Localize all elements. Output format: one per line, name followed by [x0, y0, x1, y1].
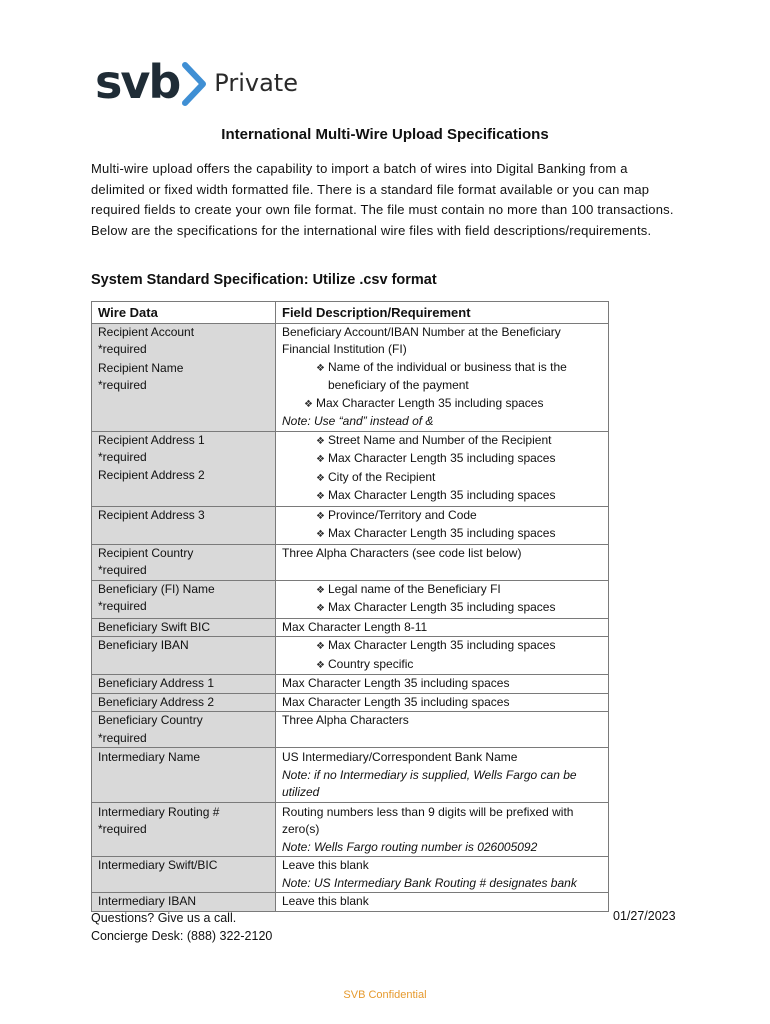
list-item: ❖ Max Character Length 35 including spaces — [282, 525, 602, 544]
diamond-bullet-icon: ❖ — [316, 435, 325, 447]
logo-suffix: Private — [214, 69, 298, 97]
description-cell: Three Alpha Characters (see code list below) — [276, 544, 609, 580]
description-cell: Leave this blank Note: US Intermediary Bank Routing # designates bank — [276, 857, 609, 893]
diamond-bullet-icon: ❖ — [316, 529, 325, 540]
diamond-bullet-icon: ❖ — [316, 659, 325, 671]
table-row — [92, 857, 609, 893]
wire-data-cell: Intermediary IBAN — [92, 893, 276, 912]
wire-data-cell: Intermediary Routing # *required — [92, 802, 276, 857]
column-header-wire-data: Wire Data — [92, 302, 276, 324]
document-title: International Multi-Wire Upload Specifications — [221, 126, 549, 143]
wire-data-cell: Recipient Address 3 — [92, 506, 276, 544]
table-row — [92, 693, 609, 712]
table-row — [92, 544, 609, 580]
description-cell: Max Character Length 8-11 — [276, 618, 609, 637]
diamond-bullet-icon: ❖ — [316, 603, 325, 614]
confidential-label: SVB Confidential — [343, 989, 427, 1001]
list-item: ❖ Max Character Length 35 including spaces — [282, 487, 602, 506]
table-row — [92, 802, 609, 857]
wire-data-cell: Beneficiary Address 2 — [92, 693, 276, 712]
diamond-bullet-icon: ❖ — [316, 510, 325, 522]
diamond-bullet-icon: ❖ — [304, 398, 313, 410]
description-cell: Three Alpha Characters — [276, 712, 609, 748]
table-row — [92, 580, 609, 618]
table-row — [92, 748, 609, 803]
note-text: Note: Use “and” instead of & — [282, 414, 434, 428]
logo-wordmark: svb — [95, 55, 180, 109]
questions-text: Questions? Give us a call. — [91, 911, 237, 925]
list-item: ❖ Country specific — [282, 656, 602, 675]
description-cell — [276, 637, 609, 675]
table-row — [92, 506, 609, 544]
description-cell: Max Character Length 35 including spaces — [276, 675, 609, 694]
description-cell: Beneficiary Account/IBAN Number at the Beneficiary Financial Institution (FI) ❖ Name of the individual or business that is the beneficiary of the payment ❖ Max Character Length 35 including spaces Note: Use “and” instead of & — [276, 323, 609, 431]
description-cell: Leave this blank — [276, 893, 609, 912]
list-item: ❖ Max Character Length 35 including spaces — [282, 450, 602, 469]
list-item: ❖ Legal name of the Beneficiary FI — [282, 581, 602, 600]
svb-private-logo — [95, 52, 298, 112]
description-cell — [276, 431, 609, 506]
description-cell: Max Character Length 35 including spaces — [276, 693, 609, 712]
table-header-row — [92, 302, 609, 324]
diamond-bullet-icon: ❖ — [316, 472, 325, 484]
column-header-field-description: Field Description/Requirement — [276, 302, 609, 324]
note-text: Note: US Intermediary Bank Routing # designates bank — [282, 875, 577, 890]
wire-data-cell: Beneficiary Country *required — [92, 712, 276, 748]
wire-data-cell: Beneficiary (FI) Name *required — [92, 580, 276, 618]
description-cell — [276, 506, 609, 544]
diamond-bullet-icon: ❖ — [316, 454, 325, 465]
list-item: ❖ Max Character Length 35 including spaces — [282, 637, 602, 656]
wire-data-cell: Beneficiary IBAN — [92, 637, 276, 675]
concierge-desk-phone: Concierge Desk: (888) 322-2120 — [91, 929, 273, 943]
wire-data-cell: Beneficiary Address 1 — [92, 675, 276, 694]
intro-paragraph: Multi-wire upload offers the capability to import a batch of wires into Digital Banking from a delimited or fixed width formatted file. There is a standard file format available or you can map required fields to create your own file format. The file must contain no more than 100 transactions. Below are the specifications for the international wire files with field descriptions/requirements. — [91, 161, 674, 238]
table-row — [92, 431, 609, 506]
description-cell: Routing numbers less than 9 digits will be prefixed with zero(s) Note: Wells Fargo routing number is 026005092 — [276, 802, 609, 857]
list-item: ❖ City of the Recipient — [282, 469, 602, 488]
section-title: System Standard Specification: Utilize .csv format — [91, 272, 437, 288]
list-item: ❖ Street Name and Number of the Recipient — [282, 432, 602, 451]
table-row — [92, 637, 609, 675]
description-cell — [276, 580, 609, 618]
wire-data-cell: Intermediary Name — [92, 748, 276, 803]
wire-data-cell: Recipient Country *required — [92, 544, 276, 580]
table-row — [92, 675, 609, 694]
diamond-bullet-icon: ❖ — [316, 641, 325, 652]
list-item: ❖ Name of the individual or business that is the beneficiary of the payment — [316, 359, 567, 392]
table-row — [92, 712, 609, 748]
table-row — [92, 323, 609, 431]
chevron-right-icon — [182, 62, 208, 106]
wire-data-cell: Beneficiary Swift BIC — [92, 618, 276, 637]
note-text: Note: if no Intermediary is supplied, Wells Fargo can be utilized — [282, 767, 577, 799]
list-item: ❖ Max Character Length 35 including spaces — [282, 395, 602, 414]
wire-data-cell: Recipient Address 1 *required Recipient Address 2 — [92, 431, 276, 506]
document-date: 01/27/2023 — [613, 909, 676, 923]
diamond-bullet-icon: ❖ — [316, 491, 325, 502]
note-text: Note: Wells Fargo routing number is 026005092 — [282, 839, 538, 854]
specification-table — [91, 301, 609, 912]
description-cell: US Intermediary/Correspondent Bank Name Note: if no Intermediary is supplied, Wells Fargo can be utilized — [276, 748, 609, 803]
contact-info — [91, 909, 272, 945]
wire-data-cell: Recipient Account *required Recipient Name *required — [92, 323, 276, 431]
diamond-bullet-icon: ❖ — [316, 584, 325, 596]
diamond-bullet-icon: ❖ — [316, 362, 325, 374]
list-item: ❖ Max Character Length 35 including spaces — [282, 599, 602, 618]
table-row — [92, 618, 609, 637]
list-item: ❖ Province/Territory and Code — [282, 507, 602, 526]
wire-data-cell: Intermediary Swift/BIC — [92, 857, 276, 893]
